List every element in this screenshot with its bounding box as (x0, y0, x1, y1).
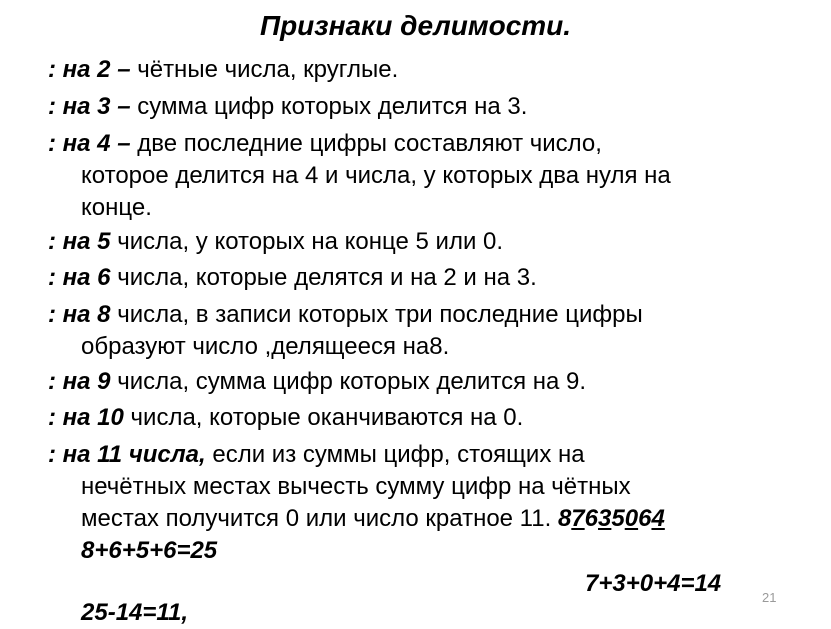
rule-text: сумма цифр которых делится на 3. (130, 93, 528, 120)
rule-4 (48, 128, 778, 224)
rule-8 (48, 299, 778, 363)
rule-text: числа, которые оканчиваются на 0. (123, 404, 524, 431)
digit: 6 (584, 505, 599, 532)
slide-title: Признаки делимости. (259, 10, 572, 41)
rule-continuation-text: местах получится 0 или число кратное 11. (81, 505, 558, 532)
calc-odd-sum: 8+6+5+6=25 (81, 537, 218, 564)
digit: 3 (598, 505, 612, 532)
rule-key: : на 3 – (48, 93, 131, 120)
rule-5 (48, 226, 778, 258)
rule-key: : на 2 – (48, 56, 131, 83)
page-number: 21 (762, 590, 777, 605)
rule-key: : на 9 (48, 368, 111, 395)
rule-text: числа, в записи которых три последние цифры (110, 301, 643, 328)
rule-6 (48, 262, 778, 294)
digit: 7 (571, 505, 585, 532)
digit: 6 (638, 505, 652, 532)
rule-text: две последние цифры составляют число, (130, 130, 602, 157)
rule-continuation (48, 503, 778, 535)
rule-key: : на 10 (48, 404, 124, 431)
rule-key: : на 4 – (48, 130, 131, 157)
rule-text: числа, у которых на конце 5 или 0. (110, 228, 504, 255)
rule-9 (48, 366, 778, 398)
calc-even-sum: 7+3+0+4=14 (585, 570, 722, 597)
rule-2 (48, 54, 778, 86)
digit: 8 (557, 505, 572, 532)
rule-3 (48, 91, 778, 123)
rule-key: : на 6 (48, 264, 111, 291)
digit: 5 (611, 505, 625, 532)
rule-11 (48, 439, 778, 535)
digit: 4 (651, 505, 665, 532)
rule-key: : на 11 числа, (48, 441, 206, 468)
rule-continuation: конце. (81, 194, 152, 221)
calc-difference: 25-14=11, (81, 599, 188, 626)
rule-text: числа, сумма цифр которых делится на 9. (110, 368, 587, 395)
rule-continuation: образуют число ,делящееся на8. (81, 333, 450, 360)
rule-10 (48, 402, 778, 434)
digit: 0 (624, 505, 639, 532)
rule-text: числа, которые делятся и на 2 и на 3. (110, 264, 537, 291)
rule-continuation: нечётных местах вычесть сумму цифр на чётных (81, 473, 631, 500)
rule-key: : на 8 (48, 301, 111, 328)
rule-key: : на 5 (48, 228, 111, 255)
rule-text: если из суммы цифр, стоящих на (205, 441, 585, 468)
rule-continuation: которое делится на 4 и числа, у которых два нуля на (81, 162, 671, 189)
example-number (558, 505, 665, 532)
rule-text: чётные числа, круглые. (130, 56, 399, 83)
